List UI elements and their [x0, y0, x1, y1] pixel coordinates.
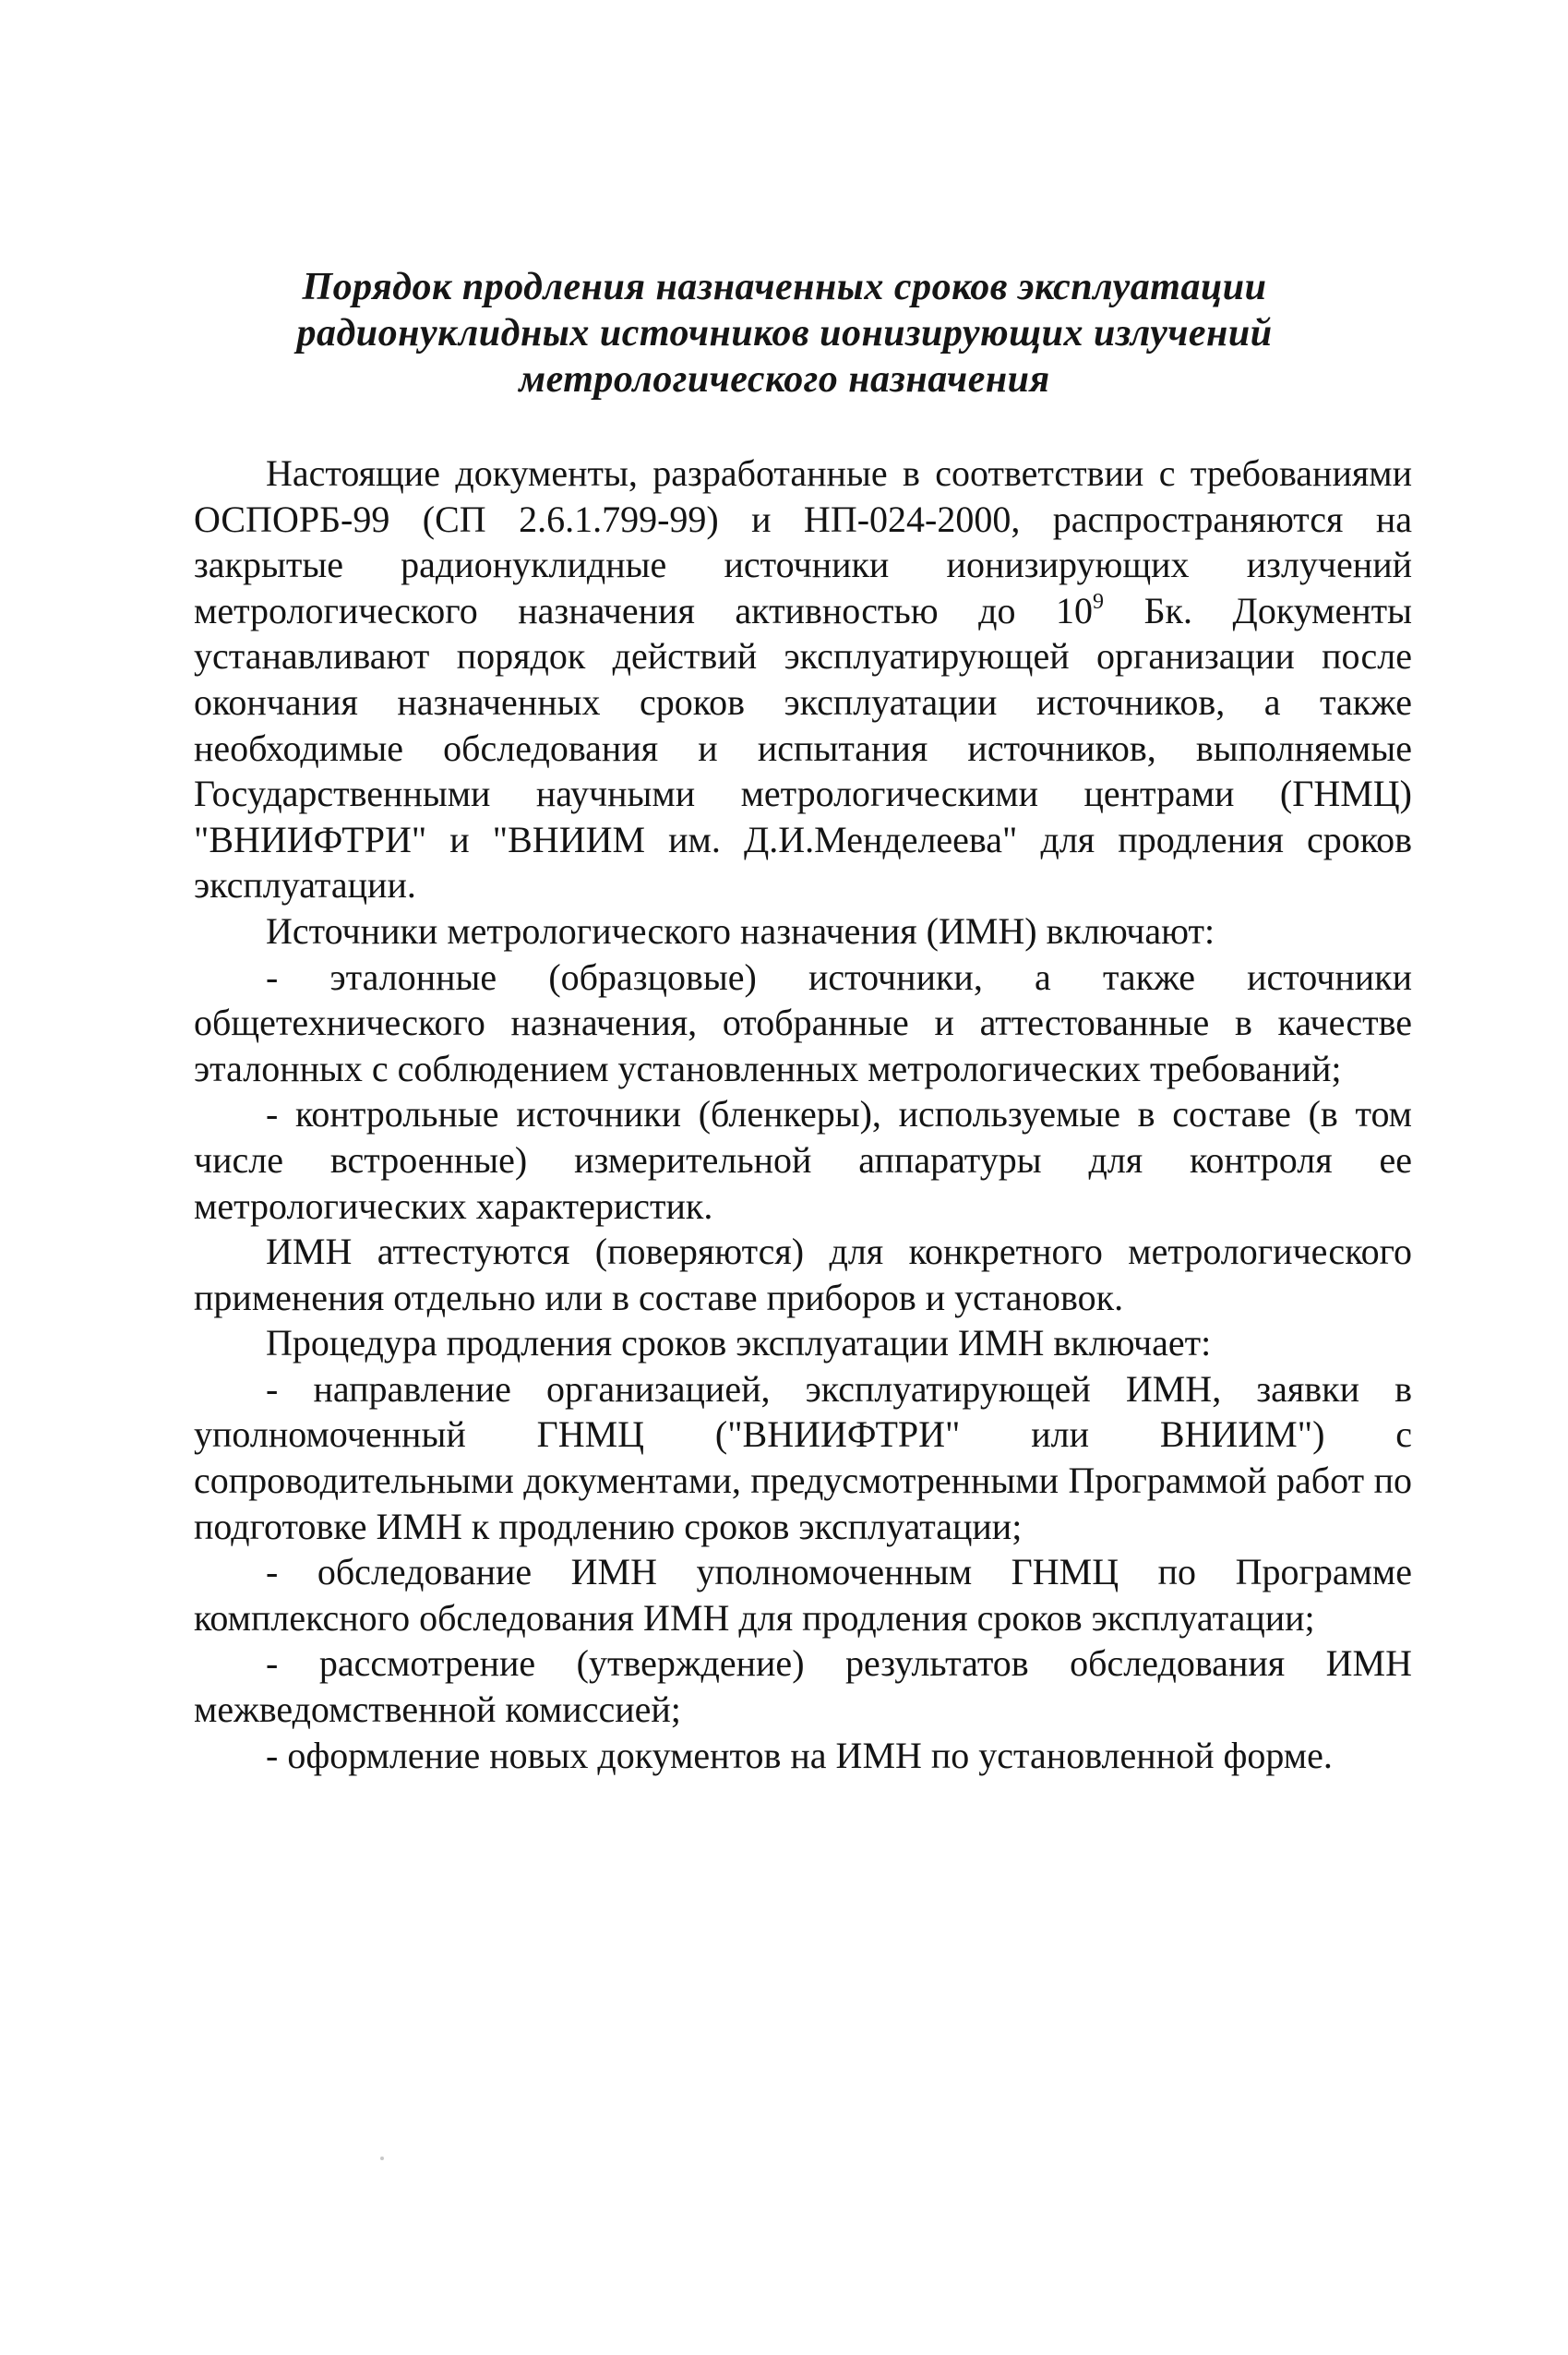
paragraph-scope-text-cont: Бк. Документы устанавливают порядок действий эксплуатирующей организации после окончания назначенных сроков эксплуатации источников, а также необходимые обследования и испытания источников, выполняемые Государственными научными метрологическими центрами (ГНМЦ) "ВНИИФТРИ" и "ВНИИМ им. Д.И.Менделеева" для продления сроков эксплуатации. — [194, 589, 1412, 907]
title-line-3: метрологического назначения — [519, 358, 1050, 401]
paragraph-scope-text: Настоящие документы, разработанные в соответствии с требованиями ОСПОРБ-99 (СП 2.6.1.799-99) и НП-024-2000, распространяются на закрытые радионуклидные источники ионизирующих излучений метрологического назначения активностью до 10 — [194, 452, 1412, 631]
title-line-1: Порядок продления назначенных сроков эксплуатации — [302, 266, 1267, 308]
list-item-reference-sources: - эталонные (образцовые) источники, а также источники общетехнического назначения, отобранные и аттестованные в качестве эталонных с соблюдением установленных метрологических требований; — [194, 955, 1412, 1089]
scan-artifact — [380, 2157, 384, 2160]
paragraph-procedure: Процедура продления сроков эксплуатации ИМН включает: — [266, 1322, 1212, 1364]
title-line-2: радионуклидных источников ионизирующих излучений — [296, 312, 1273, 354]
paragraph-imn-includes: Источники метрологического назначения (ИМН) включают: — [266, 909, 1215, 952]
activity-exponent: 9 — [1093, 589, 1105, 614]
list-item-review: - рассмотрение (утверждение) результатов обследования ИМН межведомственной комиссией; — [194, 1642, 1412, 1731]
paragraph-scope — [194, 451, 1412, 908]
paragraph-imn-attestation: ИМН аттестуются (поверяются) для конкретного метрологического применения отдельно или в составе приборов и установок. — [194, 1231, 1412, 1318]
document-body — [194, 451, 1412, 1778]
list-item-application: - направление организацией, эксплуатирующей ИМН, заявки в уполномоченный ГНМЦ ("ВНИИФТРИ" или ВНИИМ") с сопроводительными документами, предусмотренными Программой работ по подготовке ИМН к продлению сроков эксплуатации; — [194, 1367, 1412, 1547]
list-item-inspection: - обследование ИМН уполномоченным ГНМЦ по Программе комплексного обследования ИМН для продления сроков эксплуатации; — [194, 1551, 1412, 1639]
list-item-new-documents: - оформление новых документов на ИМН по установленной форме. — [266, 1734, 1333, 1776]
list-item-control-sources: - контрольные источники (бленкеры), используемые в составе (в том числе встроенные) измерительной аппаратуры для контроля ее метрологических характеристик. — [194, 1093, 1412, 1227]
document-title — [240, 264, 1329, 403]
